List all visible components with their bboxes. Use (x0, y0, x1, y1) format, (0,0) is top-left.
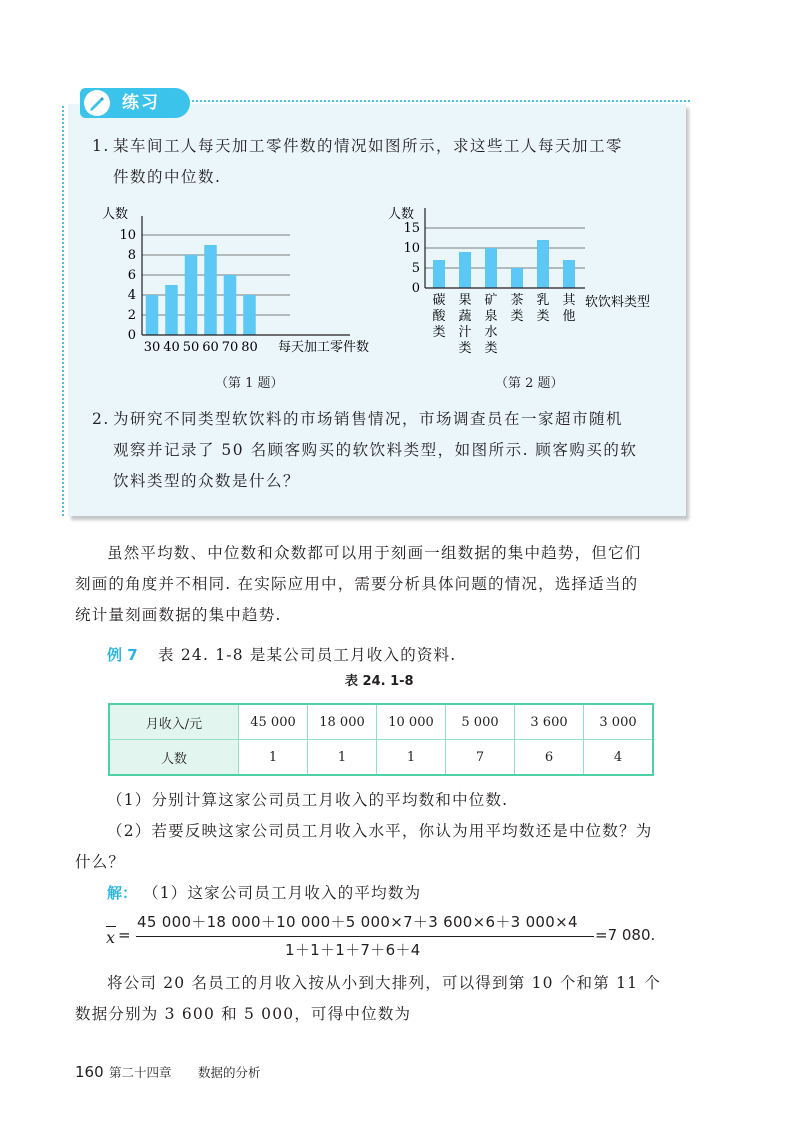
chart-2-bar (511, 268, 523, 288)
chart-1-bar (146, 295, 159, 335)
mean-symbol: x (106, 928, 116, 947)
section-title: 数据的分析 (198, 1065, 261, 1080)
paragraph-line-3: 统计量刻画数据的集中趋势. (75, 606, 282, 624)
formula-numerator: 45 000＋18 000＋10 000＋5 000×7＋3 600×6＋3 000×4 (137, 913, 578, 931)
chart-2-bar (433, 260, 445, 288)
chart-2-bar (563, 260, 575, 288)
chart-2-soft-drinks (380, 198, 680, 368)
solution-text: （1）这家公司员工月收入的平均数为 (143, 884, 422, 902)
chart-2-x-tick-label: 茶类 (510, 293, 524, 324)
table-title: 表 24. 1-8 (345, 674, 414, 689)
chart-2-bar (485, 248, 497, 288)
table-cell: 3 600 (515, 704, 584, 740)
chart-1-bar (224, 275, 237, 335)
sub-question-1: （1）分别计算这家公司员工月收入的平均数和中位数. (107, 791, 509, 809)
table-cell: 1 (377, 740, 446, 776)
table-cell: 10 000 (377, 704, 446, 740)
page-number: 160 (75, 1063, 104, 1081)
chart-1-x-tick-label: 50 (182, 340, 200, 355)
table-cell: 45 000 (239, 704, 308, 740)
example-text: 表 24. 1-8 是某公司员工月收入的资料. (158, 646, 457, 664)
table-cell: 1 (308, 740, 377, 776)
formula-equals: = (118, 926, 131, 944)
table-cell: 7 (446, 740, 515, 776)
table-cell: 1 (239, 740, 308, 776)
chart-1-y-tick-label: 2 (127, 308, 136, 323)
chart-1-x-tick-label: 30 (143, 340, 161, 355)
chart-2-x-tick-label: 乳类 (536, 293, 550, 324)
table-cell: 18 000 (308, 704, 377, 740)
question-2-text-line3: 饮料类型的众数是什么？ (113, 472, 301, 490)
paragraph-line-1: 虽然平均数、中位数和众数都可以用于刻画一组数据的集中趋势，但它们 (107, 544, 642, 562)
chart-1-bar (243, 295, 256, 335)
chart-1-x-tick-label: 80 (241, 340, 258, 355)
chart-2-x-tick-label: 矿泉水类 (484, 293, 498, 356)
exercise-border-top (180, 100, 690, 102)
question-2-number: 2. (92, 410, 110, 428)
chart-2-y-axis-label: 人数 (388, 207, 415, 222)
table-header-cell: 月收入/元 (109, 704, 239, 740)
chart-1-y-tick-label: 0 (127, 328, 136, 343)
income-table (108, 703, 654, 776)
question-1-text-line1: 某车间工人每天加工零件数的情况如图所示，求这些工人每天加工零 (113, 137, 624, 155)
chart-1-y-tick-label: 6 (127, 268, 136, 283)
chart-1-x-axis-label: 每天加工零件数 (278, 340, 370, 355)
chart-2-x-tick-label: 其他 (562, 293, 576, 324)
chart-2-y-tick-label: 10 (403, 241, 420, 256)
table-cell: 3 000 (584, 704, 654, 740)
chapter-title: 第二十四章 (109, 1065, 172, 1080)
chart-1-x-tick-label: 70 (221, 340, 239, 355)
chart-2-y-tick-label: 15 (403, 221, 420, 236)
table-row-count (109, 740, 653, 776)
exercise-label: 练习 (122, 93, 160, 113)
fraction-line (136, 936, 594, 937)
question-2-text-line1: 为研究不同类型软饮料的市场销售情况，市场调查员在一家超市随机 (113, 410, 624, 428)
solution-label: 解： (107, 884, 138, 902)
chart-1-x-tick-label: 60 (202, 340, 219, 355)
chart-1-parts-per-day (90, 198, 400, 368)
chart-2-x-axis-label: 软饮料类型 (585, 295, 651, 310)
table-header-cell: 人数 (109, 740, 239, 776)
median-paragraph-line-2: 数据分别为 3 600 和 5 000，可得中位数为 (75, 1005, 412, 1023)
chart-2-y-tick-label: 5 (411, 261, 420, 276)
chart-2-x-tick-label: 果蔬汁类 (458, 293, 472, 356)
chart-2-y-tick-label: 0 (411, 281, 420, 296)
table-cell: 6 (515, 740, 584, 776)
chart-2-caption: （第 2 题） (495, 376, 564, 391)
chart-2-bar (537, 240, 549, 288)
table-cell: 4 (584, 740, 654, 776)
mean-bar (106, 926, 116, 927)
question-1-number: 1. (92, 137, 110, 155)
table-cell: 5 000 (446, 704, 515, 740)
example-label: 例 7 (107, 646, 138, 664)
chart-1-x-tick-label: 40 (163, 340, 180, 355)
chart-1-y-tick-label: 4 (127, 288, 136, 303)
table-row-income (109, 704, 653, 740)
median-paragraph-line-1: 将公司 20 名员工的月收入按从小到大排列，可以得到第 10 个和第 11 个 (107, 974, 662, 992)
sub-question-2-continued: 什么？ (75, 853, 126, 871)
question-2-text-line2: 观察并记录了 50 名顾客购买的软饮料类型，如图所示. 顾客购买的软 (113, 441, 638, 459)
chart-1-y-axis-label: 人数 (102, 207, 129, 222)
chart-1-bar (204, 245, 217, 335)
pencil-icon (84, 90, 110, 116)
chart-2-x-tick-label: 碳酸类 (432, 293, 446, 340)
question-1-text-line2: 件数的中位数. (113, 168, 222, 186)
chart-1-y-tick-label: 8 (127, 248, 136, 263)
chart-1-bar (165, 285, 178, 335)
formula-result: =7 080. (595, 926, 656, 944)
chart-1-caption: （第 1 题） (215, 376, 284, 391)
chart-1-y-tick-label: 10 (119, 228, 136, 243)
sub-question-2: （2）若要反映这家公司员工月收入水平，你认为用平均数还是中位数？为 (107, 822, 653, 840)
chart-1-bar (185, 255, 198, 335)
paragraph-line-2: 刻画的角度并不相同. 在实际应用中，需要分析具体问题的情况，选择适当的 (75, 575, 639, 593)
formula-denominator: 1＋1＋1＋7＋6＋4 (285, 941, 421, 959)
chart-2-bar (459, 252, 471, 288)
exercise-border-left (62, 106, 64, 516)
